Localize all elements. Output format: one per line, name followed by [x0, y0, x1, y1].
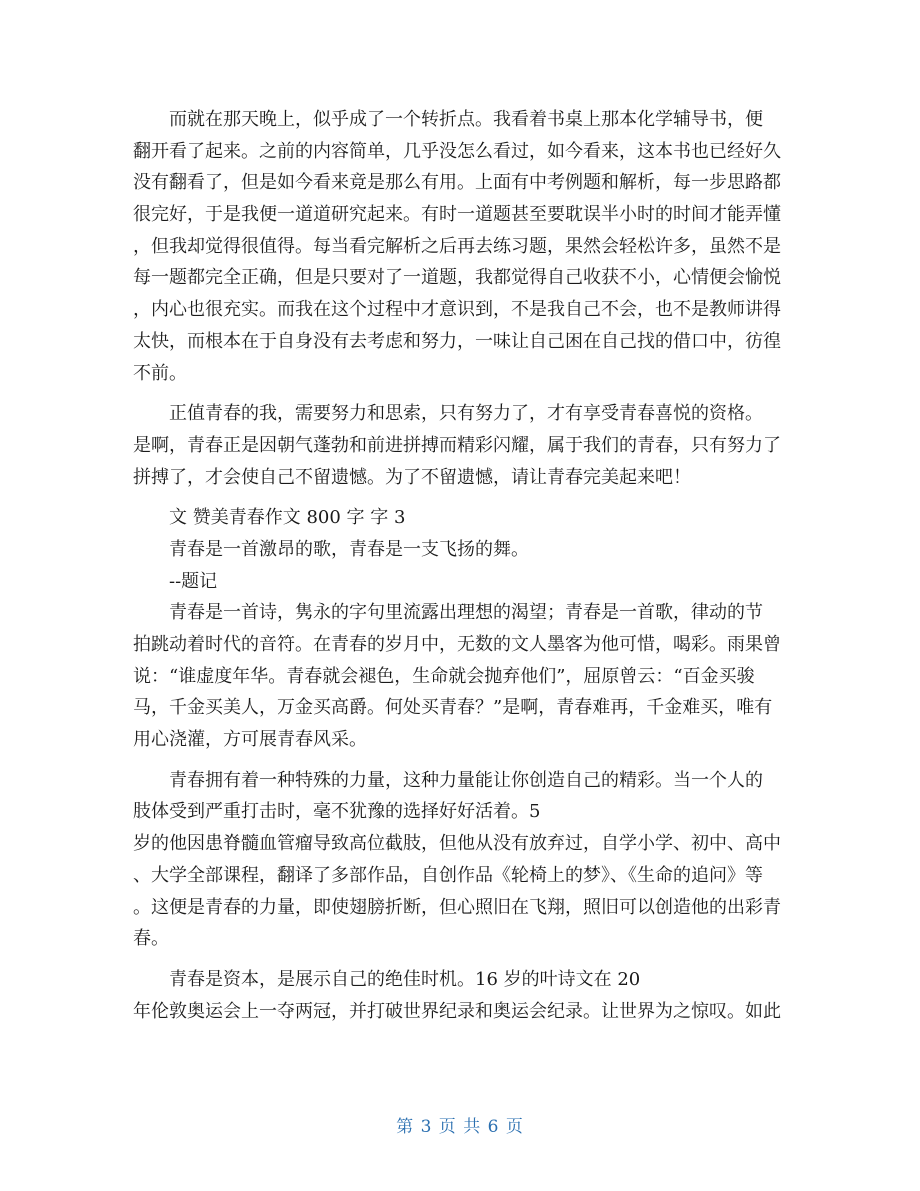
text-line: 年伦敦奥运会上一夺两冠，并打破世界纪录和奥运会纪录。让世界为之惊叹。如此: [133, 1000, 781, 1022]
paragraph: [133, 104, 793, 389]
text-line: ，但我却觉得很值得。每当看完解析之后再去练习题，果然会轻松许多，虽然不是: [133, 235, 781, 257]
text-line: 青春是资本，是展示自己的绝佳时机。16 岁的叶诗文在 20: [133, 968, 641, 990]
paragraph-gap: [133, 955, 793, 964]
paragraph-gap: [133, 389, 793, 398]
text-line: 说：“谁虚度年华。青春就会褪色，生命就会抛弃他们”，屈原曾云：“百金买骏: [133, 665, 755, 687]
text-line: 岁的他因患脊髓血管瘤导致高位截肢，但他从没有放弃过，自学小学、初中、高中: [133, 833, 781, 855]
text-line: 、大学全部课程，翻译了多部作品，自创作品《轮椅上的梦》、《生命的追问》等: [133, 864, 763, 886]
text-line: 而就在那天晚上，似乎成了一个转折点。我看着书桌上那本化学辅导书，便: [133, 109, 763, 130]
text-line: 太快，而根本在于自身没有去考虑和努力，一味让自己困在自己找的借口中，彷徨: [133, 330, 781, 352]
page-number-footer: 第 3 页 共 6 页: [396, 1117, 524, 1137]
text-line: 。这便是青春的力量，即使翅膀折断，但心照旧在飞翔，照旧可以创造他的出彩青: [133, 896, 781, 918]
epigraph-attribution: --题记: [133, 570, 218, 592]
text-line: 每一题都完全正确，但是只要对了一道题，我都觉得自己收获不小，心情便会愉悦: [133, 267, 781, 289]
text-line: 拍跳动着时代的音符。在青春的岁月中，无数的文人墨客为他可惜，喝彩。雨果曾: [133, 634, 781, 655]
paragraph: [133, 398, 793, 493]
epigraph: 青春是一首激昂的歌，青春是一支飞扬的舞。: [133, 538, 529, 560]
essay-heading: 文 赞美青春作文 800 字 字 3: [133, 507, 406, 529]
text-line: 青春拥有着一种特殊的力量，这种力量能让你创造自己的精彩。当一个人的: [133, 769, 763, 791]
text-line: 不前。: [133, 362, 187, 384]
paragraph-gap: [133, 756, 793, 765]
text-line: 是啊，青春正是因朝气蓬勃和前进拼搏而精彩闪耀，属于我们的青春，只有努力了: [133, 434, 781, 456]
paragraph-gap: [133, 493, 793, 502]
text-line: ，内心也很充实。而我在这个过程中才意识到，不是我自己不会，也不是教师讲得: [133, 299, 781, 321]
text-line: 肢体受到严重打击时，毫不犹豫的选择好好活着。5: [133, 801, 541, 823]
text-line: 没有翻看了，但是如今看来竟是那么有用。上面有中考例题和解析，每一步思路都: [133, 172, 781, 194]
text-line: 很完好，于是我便一道道研究起来。有时一道题甚至要耽误半小时的时间才能弄懂: [133, 204, 781, 226]
paragraph: [133, 597, 793, 755]
text-line: 正值青春的我，需要努力和思索，只有努力了，才有享受青春喜悦的资格。: [133, 403, 763, 425]
text-line: 马，千金买美人，万金买高爵。何处买青春？”是啊，青春难再，千金难买，唯有: [133, 697, 773, 719]
text-line: 青春是一首诗，隽永的字句里流露出理想的渴望；青春是一首歌，律动的节: [133, 602, 763, 624]
text-line: 翻开看了起来。之前的内容简单，几乎没怎么看过，如今看来，这本书也已经好久: [133, 140, 781, 162]
text-line: 用心浇灌，方可展青春风采。: [133, 729, 367, 751]
document-body: [133, 104, 793, 1027]
paragraph: [133, 765, 793, 955]
paragraph: [133, 964, 793, 1027]
text-line: 拼搏了，才会使自己不留遗憾。为了不留遗憾，请让青春完美起来吧！: [133, 466, 691, 488]
text-line: 春。: [133, 928, 169, 950]
